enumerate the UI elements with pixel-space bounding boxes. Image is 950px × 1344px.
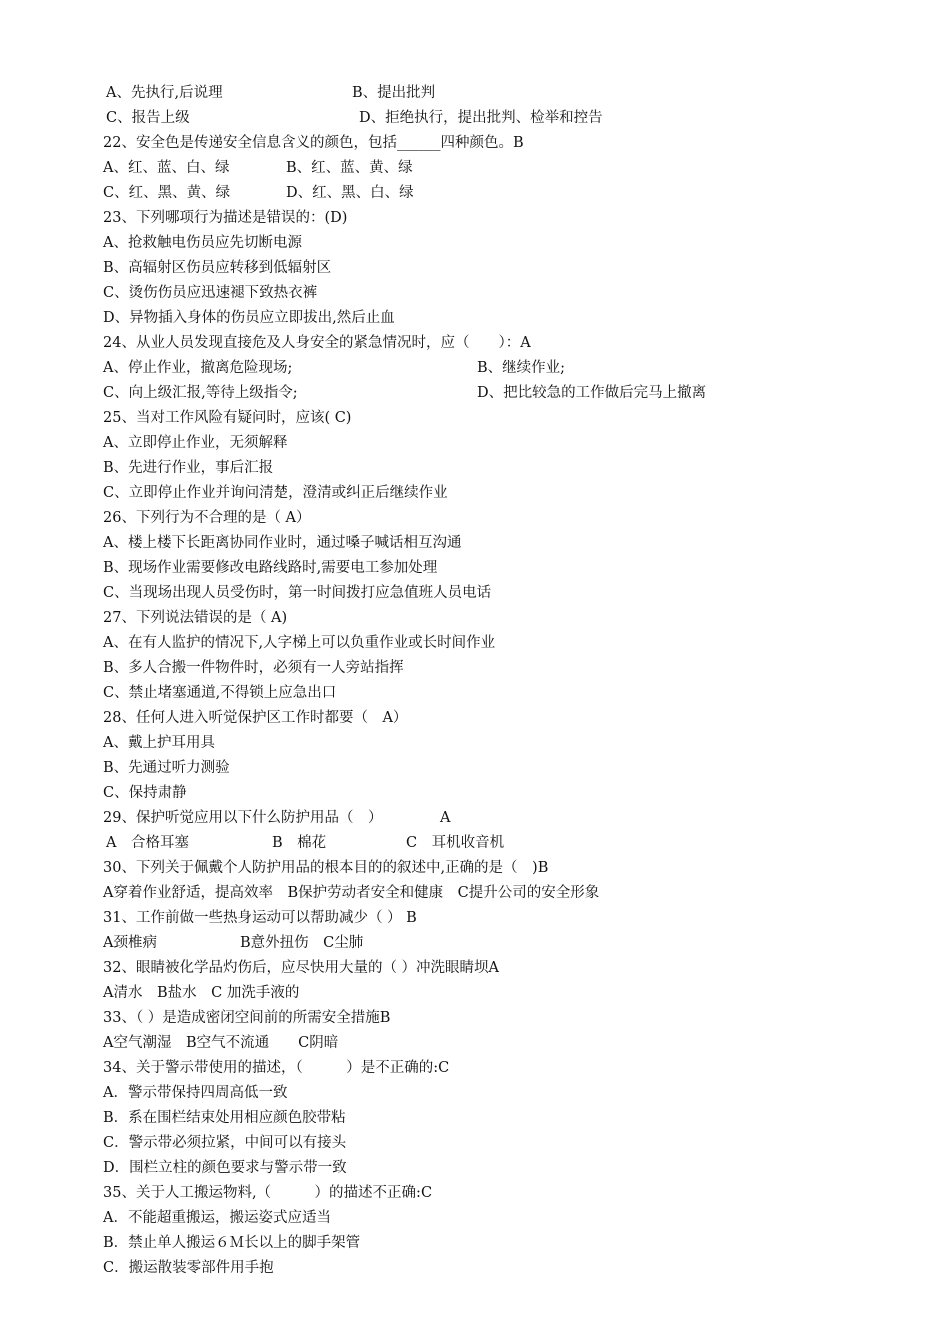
text-line [103,981,299,1005]
text-line [103,406,351,430]
text-line [103,631,495,655]
text-line [103,531,461,555]
text-segment: B、多人合搬一件物件时，必须有一人旁站指挥 [103,660,404,676]
text-line [103,731,215,755]
text-segment: D、把比较急的工作做后完马上撤离 [477,385,707,401]
text-segment: B、继续作业; [477,360,566,376]
text-line [103,1106,346,1130]
text-segment: C、禁止堵塞通道,不得锁上应急出口 [103,685,337,701]
text-segment: 29、保护听觉应用以下什么防护用品（ ） [103,810,383,826]
text-segment: A．不能超重搬运，搬运姿式应适当 [103,1210,331,1226]
text-segment: 28、任何人进入听觉保护区工作时都要（ A） [103,710,408,726]
text-segment: C．搬运散装零部件用手抱 [103,1260,274,1276]
text-segment: 22、安全色是传递安全信息含义的颜色，包括______四种颜色。B [103,135,524,151]
text-segment: C、保持肃静 [103,785,187,801]
text-line [103,706,407,730]
text-line [103,1181,432,1205]
text-line [103,1006,390,1030]
text-line [103,506,311,530]
text-line [103,456,273,480]
text-line [103,856,548,880]
text-line [103,906,417,930]
text-segment: B．禁止单人搬运６Ｍ长以上的脚手架管 [103,1235,361,1251]
text-segment: A、红、蓝、白、绿 [103,160,230,176]
text-segment: D、红、黑、白、绿 [286,185,414,201]
text-segment: 32、眼睛被化学品灼伤后，应尽快用大量的（ ）冲洗眼睛坝A [103,960,500,976]
text-segment: C 耳机收音机 [406,835,505,851]
text-segment: A 合格耳塞 [106,835,189,851]
text-segment: B、现场作业需要修改电路线路时,需要电工参加处理 [103,560,438,576]
text-line [103,431,287,455]
text-line [103,231,302,255]
text-segment: A、停止作业，撤离危险现场; [103,360,293,376]
text-line [103,581,491,605]
text-line [103,381,707,405]
text-line [103,1256,274,1280]
text-segment: 33、（ ）是造成密闭空间前的所需安全措施B [103,1010,391,1026]
text-line [103,781,187,805]
text-segment: A、抢救触电伤员应先切断电源 [103,235,302,251]
text-segment: A．警示带保持四周高低一致 [103,1085,288,1101]
text-segment: C、红、黑、黄、绿 [103,185,231,201]
text-line [103,1056,449,1080]
text-segment: 26、下列行为不合理的是（ A） [103,510,311,526]
text-line [103,1156,347,1180]
text-line [103,356,566,380]
text-line [103,806,451,830]
text-segment: A清水 B盐水 C 加洗手液的 [103,985,300,1001]
text-segment: B．系在围栏结束处用相应颜色胶带粘 [103,1110,346,1126]
text-line [103,256,331,280]
text-line [103,556,437,580]
text-segment: 23、下列哪项行为描述是错误的：(D) [103,210,348,226]
text-line [103,156,413,180]
text-line [103,206,347,230]
text-segment: C、报告上级 [106,110,190,126]
text-segment: D、拒绝执行，提出批判、检举和控告 [359,110,603,126]
text-line [103,131,524,155]
text-segment: A穿着作业舒适，提高效率 B保护劳动者安全和健康 C提升公司的安全形象 [103,885,600,901]
text-segment: A、在有人监护的情况下,人字梯上可以负重作业或长时间作业 [103,635,496,651]
text-line [103,681,336,705]
text-line [103,181,414,205]
text-segment: C、烫伤伤员应迅速褪下致热衣裤 [103,285,318,301]
text-segment: D、异物插入身体的伤员应立即拔出,然后止血 [103,310,395,326]
text-line [103,956,499,980]
text-segment: A、戴上护耳用具 [103,735,215,751]
text-line [103,656,404,680]
text-segment: A、立即停止作业，无须解释 [103,435,288,451]
text-line [106,106,603,130]
text-segment: A颈椎病 [103,935,157,951]
text-segment: 30、下列关于佩戴个人防护用品的根本目的的叙述中,正确的是（ )B [103,860,549,876]
text-segment: B、高辐射区伤员应转移到低辐射区 [103,260,332,276]
text-line [103,1031,338,1055]
text-line [103,1131,346,1155]
text-segment: B、先通过听力测验 [103,760,230,776]
text-segment: A、先执行,后说理 [106,85,223,101]
text-line [103,1081,287,1105]
text-segment: B、提出批判 [352,85,436,101]
text-segment: A空气潮湿 B空气不流通 C阴暗 [103,1035,339,1051]
text-line [103,281,317,305]
text-line [103,606,287,630]
text-segment: B、红、蓝、黄、绿 [286,160,413,176]
text-line [103,931,364,955]
text-line [103,756,230,780]
text-segment: C．警示带必须拉紧，中间可以有接头 [103,1135,347,1151]
text-segment: A [440,810,451,826]
text-line [103,1231,360,1255]
text-segment: A、楼上楼下长距离协同作业时，通过嗓子喊话相互沟通 [103,535,462,551]
text-segment: 25、当对工作风险有疑问时，应该( C) [103,410,352,426]
text-line [106,831,505,855]
text-segment: 27、下列说法错误的是（ A) [103,610,288,626]
text-segment: 35、关于人工搬运物料,（ ）的描述不正确:C [103,1185,433,1201]
text-segment: C、立即停止作业并询问清楚，澄清或纠正后继续作业 [103,485,448,501]
text-segment: B意外扭伤 C尘肺 [240,935,364,951]
text-segment: B、先进行作业，事后汇报 [103,460,274,476]
text-segment: 24、从业人员发现直接危及人身安全的紧急情况时，应（ ）：A [103,335,531,351]
text-segment: 34、关于警示带使用的描述，（ ）是不正确的:C [103,1060,450,1076]
text-segment: C、当现场出现人员受伤时，第一时间拨打应急值班人员电话 [103,585,492,601]
text-segment: 31、工作前做一些热身运动可以帮助减少（ ） B [103,910,417,926]
text-line [106,81,436,105]
text-line [103,481,448,505]
text-line [103,881,599,905]
text-line [103,331,531,355]
text-line [103,1206,331,1230]
text-segment: D．围栏立柱的颜色要求与警示带一致 [103,1160,347,1176]
text-segment: C、向上级汇报,等待上级指令; [103,385,298,401]
text-line [103,306,395,330]
text-segment: B 棉花 [272,835,327,851]
